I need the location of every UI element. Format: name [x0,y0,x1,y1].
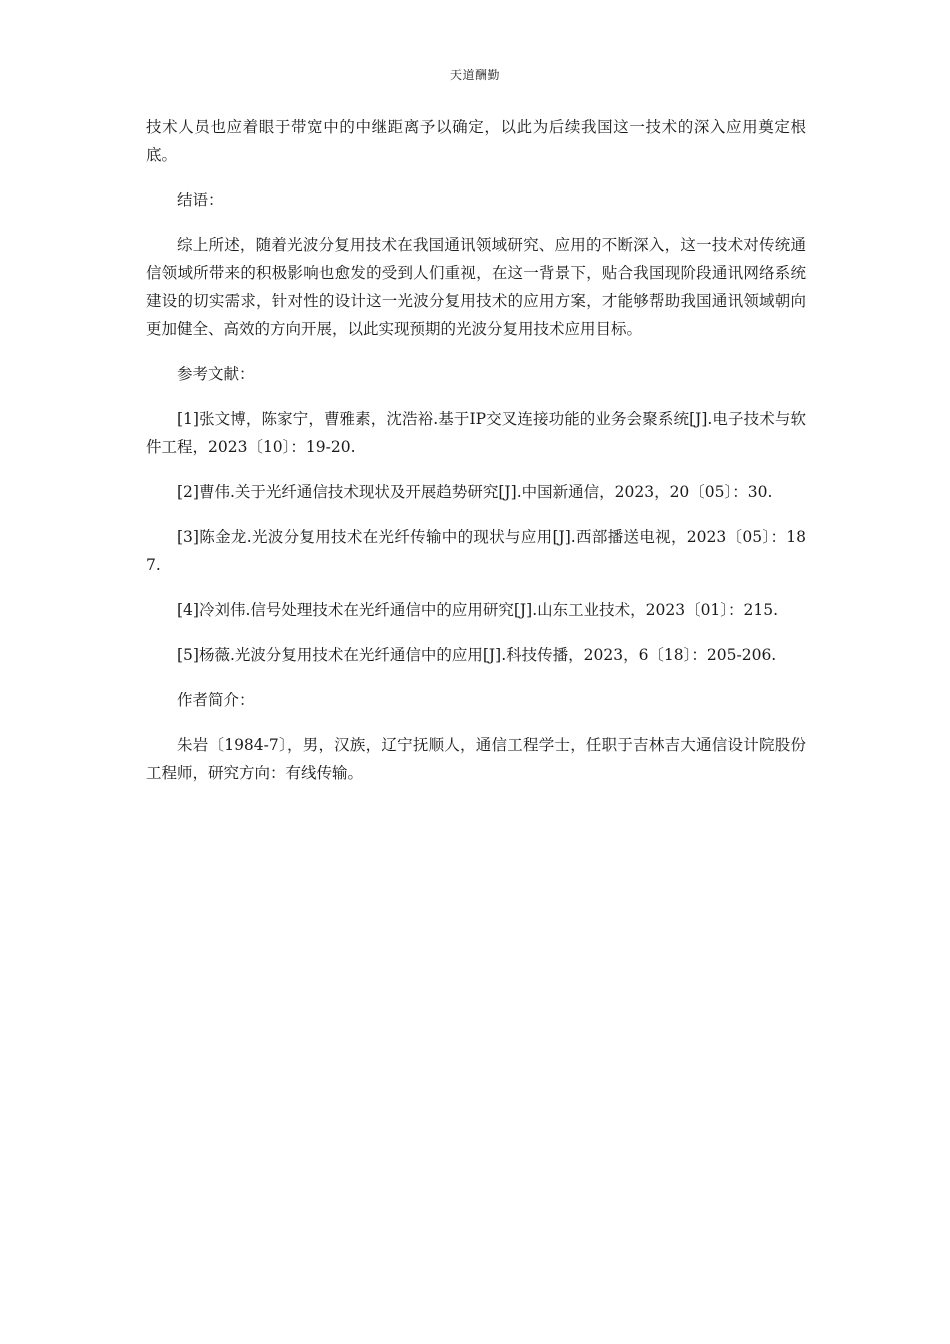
document-body [146,113,806,804]
references-heading: 参考文献： [177,365,255,383]
page-header: 天道酬勤 [449,68,500,82]
reference-item: [1]张文博，陈家宁，曹雅素，沈浩裕.基于IP交叉连接功能的业务会聚系统[J].电子技术与软件工程，2023〔10〕：19-20. [146,410,806,456]
author-heading: 作者简介： [177,691,255,709]
reference-item: [3]陈金龙.光波分复用技术在光纤传输中的现状与应用[J].西部播送电视，2023〔05〕：187. [146,528,806,574]
reference-item: [2]曹伟.关于光纤通信技术现状及开展趋势研究[J].中国新通信，2023，20〔05〕：30. [177,483,773,501]
reference-item: [5]杨薇.光波分复用技术在光纤通信中的应用[J].科技传播，2023，6〔18〕：205-206. [177,646,777,664]
conclusion-paragraph: 综上所述，随着光波分复用技术在我国通讯领域研究、应用的不断深入，这一技术对传统通信领域所带来的积极影响也愈发的受到人们重视，在这一背景下，贴合我国现阶段通讯网络系统建设的切实需求，针对性的设计这一光波分复用技术的应用方案，才能够帮助我国通讯领域朝向更加健全、高效的方向开展，以此实现预期的光波分复用技术应用目标。 [146,236,806,338]
reference-item: [4]冷刘伟.信号处理技术在光纤通信中的应用研究[J].山东工业技术，2023〔01〕：215. [177,601,779,619]
conclusion-heading: 结语： [177,191,224,209]
author-paragraph: 朱岩〔1984-7〕，男，汉族，辽宁抚顺人，通信工程学士，任职于吉林吉大通信设计院股份工程师，研究方向：有线传输。 [146,736,806,782]
continuation-paragraph: 技术人员也应着眼于带宽中的中继距离予以确定，以此为后续我国这一技术的深入应用奠定根底。 [146,118,806,164]
